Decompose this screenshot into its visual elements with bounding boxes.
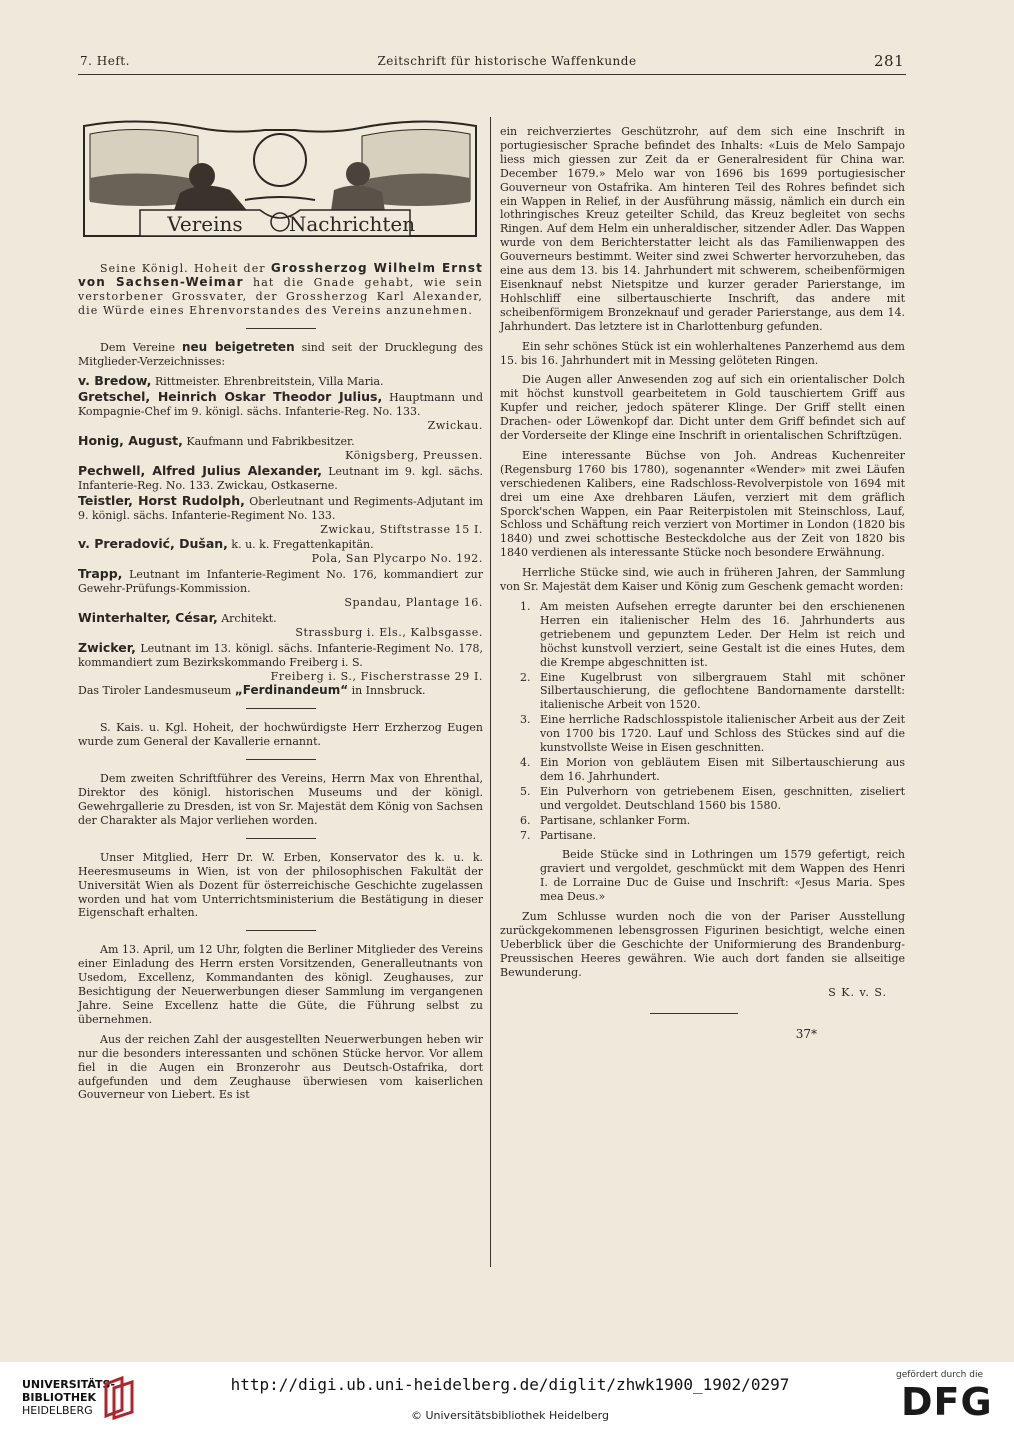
major-paragraph: Dem zweiten Schriftführer des Vereins, Herrn Max von Ehrenthal, Direktor des königl. historischen Museums und der königl. Gewehrgallerie zu Dresden, ist von Sr. Majestät dem König von Sachsen der Charakter als Major verliehen worden.	[78, 772, 483, 827]
gift-list	[500, 600, 905, 842]
member-entry: Trapp, Leutnant im Infanterie-Regiment No. 176, kommandiert zur Gewehr-Prüfungs-Kommission. Spandau, Plantage 16.	[78, 566, 483, 610]
vereins-nachrichten-banner	[80, 118, 480, 246]
end-rule	[650, 1013, 738, 1014]
signature: S K. v. S.	[828, 985, 887, 999]
acquisitions-paragraph: Aus der reichen Zahl der ausgestellten Neuerwerbungen heben wir nur die besonders interessanten und schönen Stücke hervor. Vor allem fiel in die Augen ein Bronzerohr aus Deutsch-Ostafrika, dort aufgefunden und dem Zeughause überwiesen vom kaiserlichen Gouverneur von Liebert. Es ist	[78, 1032, 483, 1102]
dfg-caption: gefördert durch die	[896, 1370, 983, 1380]
issue-number: 7. Heft.	[80, 54, 130, 68]
footer-bar	[0, 1362, 1014, 1433]
list-item: 7. Partisane.	[520, 828, 596, 842]
member-entry: Zwicker, Leutnant im 13. königl. sächs. Infanterie-Regiment No. 178, kommandiert zum Bezirkskommando Freiberg i. S. Freiberg i. S., Fischerstrasse 29 I.	[78, 639, 484, 683]
page-number: 281	[874, 52, 905, 70]
list-item: 3. Eine herrliche Radschlosspistole italienischer Arbeit aus der Zeit von 1700 bis 1720. Lauf und Schloss des Stückes sind auf die kunstvollste Weise in Eisen geschnitten.	[520, 713, 905, 755]
member-entry: Honig, August, Kaufmann und Fabrikbesitzer. Königsberg, Preussen.	[78, 433, 483, 462]
banner-word-nachrichten: Nachrichten	[288, 212, 416, 236]
member-entry: Winterhalter, César, Architekt. Strassburg i. Els., Kalbsgasse.	[78, 609, 483, 639]
list-item: 6. Partisane, schlanker Form.	[520, 813, 691, 827]
member-entry: Teistler, Horst Rudolph, Oberleutnant und Regiments-Adjutant im 9. königl. sächs. Infanterie-Regiment No. 133. Zwickau, Stiftstrasse 15 I.	[78, 492, 483, 536]
separator	[246, 328, 316, 329]
header-rule	[78, 74, 906, 75]
separator	[246, 759, 316, 760]
april-paragraph: Am 13. April, um 12 Uhr, folgten die Berliner Mitglieder des Vereins einer Einladung des Herrn ersten Vorsitzenden, Generalleutnants von Usedom, Excellenz, Kommandanten des königl. Zeughauses, zur Besichtigung der Neuerwerbungen dieser Sammlung im vergangenen Jahre. Seine Excellenz hatte die Güte, die Führung selbst zu übernehmen.	[78, 943, 483, 1026]
members-intro: Dem Vereine neu beigetreten sind seit der Drucklegung des Mitglieder-Verzeichnisses:	[78, 339, 484, 368]
list-item: 4. Ein Morion von gebläutem Eisen mit Silbertauschierung aus dem 16. Jahrhundert.	[520, 755, 905, 783]
separator	[246, 930, 316, 931]
member-entry: v. Preradović, Dušan, k. u. k. Fregattenkapitän. Pola, San Plycarpo No. 192.	[78, 536, 483, 566]
library-name: UNIVERSITÄTS- BIBLIOTHEK HEIDELBERG	[22, 1378, 116, 1417]
cannon-paragraph: ein reichverziertes Geschützrohr, auf dem sich eine Inschrift in portugiesischer Sprache befindet des Inhalts: «Luis de Melo Sampajo liess mich giessen zur Zeit da er Generalresident für China war. December 1679.» Melo war von 1696 bis 1699 portugiesischer Gouverneur von Ostafrika. Am hinteren Teil des Rohres befindet sich ein Wappen in Relief, in der Ausführung mässig, nämlich ein durch ein lothringisches Kreuz geteilter Schild, das Kreuz begleitet von sechs Ringen. Auf dem Helm ein unheraldischer, sitzender Adler. Das Wappen wurde von dem Berichterstatter leicht als das Familienwappen des Gouverneurs bestimmt. Weiter sind zwei Schwerter hervorzuheben, das eine aus dem 13. bis 14. Jahrhundert mit schwerem, scheibenförmigen Eisenknauf nebst Nietspitze und kurzer gerader Parierstange, im Hohlschliff eine silbertauschierte Inschrift, das andere mit scheibenförmigem Bronzeknauf und gerader Parierstange, aus dem 14. Jahrhundert. Das letztere ist in Charlottenburg gefunden.	[500, 125, 905, 333]
panzerhemd-paragraph: Ein sehr schönes Stück ist ein wohlerhaltenes Panzerhemd aus dem 15. bis 16. Jahrhundert mit in Messing gelöteten Ringen.	[500, 339, 905, 367]
gifts-paragraph: Herrliche Stücke sind, wie auch in früheren Jahren, der Sammlung von Sr. Majestät dem Kaiser und König zum Geschenk gemacht worden:	[500, 566, 905, 594]
list-item: 1. Am meisten Aufsehen erregte darunter bei den erschienenen Herren ein italienischer Helm des 16. Jahrhunderts aus getriebenem und gepunztem Leder. Der Helm ist reich und höchst kunstvoll verziert, seine Gestalt ist die eines Hutes, dem die Krempe abgeschnitten ist.	[520, 600, 905, 669]
list-item: 5. Ein Pulverhorn von getriebenem Eisen, geschnitten, ziseliert und vergoldet. Deutschland 1560 bis 1580.	[520, 784, 905, 812]
firearms-paragraph: Eine interessante Büchse von Joh. Andreas Kuchenreiter (Regensburg 1760 bis 1780), sogenannter «Wender» mit zwei Läufen verschiedenen Kalibers, eine Radschloss-Revolverpistole von 1694 mit drei um eine Axe drehbaren Läufen, verziert mit dem gräflich Sporck'schen Wappen, ein Paar Reiterpistolen mit Steinschloss, Lauf, Schloss und Schäftung reich verziert von Mortimer in London (1820 bis 1840) und zwei schottische Besteckdolche aus der Zeit von 1820 bis 1840 verdienen als interessante Stücke noch besondere Erwähnung.	[500, 448, 905, 560]
banner-word-vereins: Vereins	[167, 212, 243, 236]
partisan-paragraph: Beide Stücke sind in Lothringen um 1579 gefertigt, reich graviert und vergoldet, geschmückt mit dem Wappen des Henri I. de Lorraine Duc de Guise und Inschrift: «Jesus Maria. Spes mea Deus.»	[540, 848, 905, 904]
column-rule	[490, 117, 491, 1267]
general-paragraph: S. Kais. u. Kgl. Hoheit, der hochwürdigste Herr Erzherzog Eugen wurde zum General der Kavallerie ernannt.	[78, 721, 483, 749]
copyright-notice: © Universitätsbibliothek Heidelberg	[410, 1409, 609, 1422]
list-item: 2. Eine Kugelbrust von silbergrauem Stahl mit schöner Silbertauschierung, die geflochtene Bandornamente darstellt: italienische Arbeit von 1520.	[520, 670, 905, 712]
journal-title: Zeitschrift für historische Waffenkunde	[377, 54, 637, 68]
closing-paragraph: Zum Schlusse wurden noch die von der Pariser Ausstellung zurückgekommenen lebensgrossen Figurinen besichtigt, welche einen Ueberblick über die Geschichte der Uniformierung des Brandenburg-Preussischen Heeres gewähren. Wie auch dort fanden sie allseitige Bewunderung.	[500, 910, 905, 979]
member-entry: Gretschel, Heinrich Oskar Theodor Julius, Hauptmann und Kompagnie-Chef im 9. königl. sächs. Infanterie-Reg. No. 133. Zwickau.	[78, 389, 483, 433]
member-entry-museum: Das Tiroler Landesmuseum „Ferdinandeum“ in Innsbruck.	[78, 683, 426, 698]
dfg-logo: DFG	[901, 1380, 993, 1424]
separator	[246, 838, 316, 839]
grand-duke-paragraph: Seine Königl. Hoheit der Grossherzog Wilhelm Ernst von Sachsen-Weimar hat die Gnade gehabt, wie sein verstorbener Grossvater, der Grossherzog Karl Alexander, die Würde eines Ehrenvorstandes des Vereins anzunehmen.	[78, 261, 483, 317]
right-column	[500, 125, 905, 1042]
dagger-paragraph: Die Augen aller Anwesenden zog auf sich ein orientalischer Dolch mit höchst kunstvoll gearbeitetem in Gold tauschiertem Griff aus Kupfer und reicher, jedoch späterer Klinge. Der Griff stellt einen Drachen- oder Löwenkopf dar. Dicht unter dem Griff befindet sich auf der Vorderseite der Klinge eine Inschrift in orientalischen Schriftzügen.	[500, 373, 905, 443]
erben-paragraph: Unser Mitglied, Herr Dr. W. Erben, Konservator des k. u. k. Heeresmuseums in Wien, ist von der philosophischen Fakultät der Universität Wien als Dozent für österreichische Geschichte zugelassen worden und hat vom Unterrichtsministerium die Bestätigung in dieser Eigenschaft erhalten.	[78, 850, 483, 920]
left-column	[78, 262, 483, 1108]
permalink-url[interactable]: http://digi.ub.uni-heidelberg.de/diglit/zhwk1900_1902/0297	[230, 1375, 790, 1394]
library-logo-icon	[102, 1376, 138, 1420]
separator	[246, 708, 316, 709]
member-entry: v. Bredow, Rittmeister. Ehrenbreitstein, Villa Maria.	[78, 373, 384, 389]
signature-mark: 37*	[795, 1027, 817, 1042]
member-entry: Pechwell, Alfred Julius Alexander, Leutnant im 9. kgl. sächs. Infanterie-Reg. No. 133. Zwickau, Ostkaserne.	[78, 462, 483, 492]
